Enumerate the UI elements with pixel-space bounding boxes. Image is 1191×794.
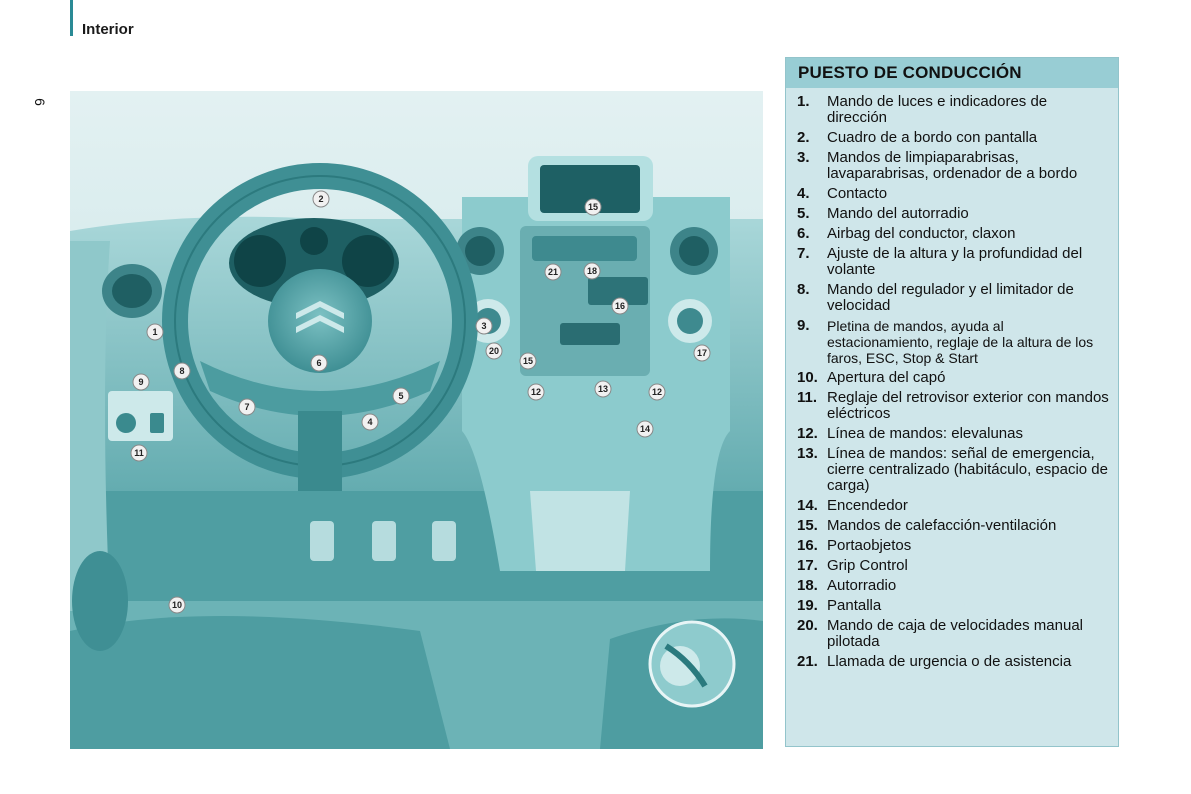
legend-item	[797, 618, 1110, 650]
callout-21	[545, 264, 561, 280]
callout-12-left	[528, 384, 544, 400]
legend-number: 13.	[797, 445, 818, 462]
legend-item	[797, 226, 1110, 242]
legend-item	[797, 518, 1110, 534]
legend-text: Mando del autorradio	[827, 205, 969, 222]
legend-panel	[785, 57, 1119, 747]
callout-7	[239, 399, 255, 415]
panel-title: PUESTO DE CONDUCCIÓN	[786, 58, 1118, 88]
callout-10	[169, 597, 185, 613]
legend-number: 12.	[797, 425, 818, 442]
legend-number: 21.	[797, 653, 818, 670]
svg-text:13: 13	[597, 384, 609, 394]
legend-list	[786, 94, 1118, 670]
legend-item	[797, 130, 1110, 146]
callout-9	[133, 374, 149, 390]
legend-number: 2.	[797, 129, 810, 146]
svg-text:18: 18	[586, 266, 598, 276]
legend-item	[797, 598, 1110, 614]
legend-text: Autorradio	[827, 577, 897, 594]
legend-item	[797, 150, 1110, 182]
legend-number: 11.	[797, 389, 818, 406]
legend-number: 5.	[797, 205, 810, 222]
legend-number: 15.	[797, 517, 818, 534]
legend-item	[797, 206, 1110, 222]
callout-12-right	[649, 384, 665, 400]
legend-number: 18.	[797, 577, 818, 594]
legend-text: Pantalla	[827, 597, 882, 614]
section-accent-bar	[70, 0, 73, 36]
legend-item	[797, 282, 1110, 314]
svg-text:1: 1	[152, 327, 158, 337]
callout-13	[595, 381, 611, 397]
callout-14	[637, 421, 653, 437]
legend-text: Encendedor	[827, 497, 908, 514]
callout-16	[612, 298, 628, 314]
dashboard-illustration	[70, 91, 763, 749]
callout-18	[584, 263, 600, 279]
legend-item	[797, 318, 1110, 366]
callout-2	[313, 191, 329, 207]
legend-item	[797, 246, 1110, 278]
legend-text: Grip Control	[827, 557, 908, 574]
svg-text:7: 7	[244, 402, 250, 412]
svg-text:11: 11	[134, 448, 144, 458]
legend-number: 17.	[797, 557, 818, 574]
legend-text: Mando del regulador y el limitador de velocidad	[827, 281, 1074, 314]
legend-text: Llamada de urgencia o de asistencia	[827, 653, 1072, 670]
legend-text: Mando de caja de velocidades manual pilotada	[827, 617, 1084, 650]
legend-item	[797, 446, 1110, 494]
legend-text: Airbag del conductor, claxon	[827, 225, 1016, 242]
legend-text: Reglaje del retrovisor exterior con mandos eléctricos	[827, 389, 1109, 422]
legend-number: 8.	[797, 281, 810, 298]
svg-text:16: 16	[614, 301, 626, 311]
svg-text:3: 3	[481, 321, 487, 331]
svg-text:20: 20	[488, 346, 500, 356]
legend-text: Línea de mandos: señal de emergencia, cierre centralizado (habitáculo, espacio de carga)	[827, 445, 1108, 494]
svg-text:9: 9	[138, 377, 144, 387]
callout-15-bottom	[520, 353, 536, 369]
callout-17	[694, 345, 710, 361]
callout-8	[174, 363, 190, 379]
callout-6	[311, 355, 327, 371]
svg-text:10: 10	[171, 600, 183, 610]
legend-text: Mandos de limpiaparabrisas, lavaparabrisas, ordenador de a bordo	[827, 149, 1078, 182]
legend-number: 9.	[797, 317, 810, 334]
svg-text:4: 4	[367, 417, 373, 427]
legend-text: Apertura del capó	[827, 369, 946, 386]
legend-text: Mando de luces e indicadores de dirección	[827, 93, 1048, 126]
legend-text: Pletina de mandos, ayuda al estacionamiento, reglaje de la altura de los faros, ESC, Stop & Start	[827, 318, 1094, 366]
legend-number: 3.	[797, 149, 810, 166]
svg-text:5: 5	[398, 391, 404, 401]
legend-text: Portaobjetos	[827, 537, 912, 554]
svg-text:2: 2	[318, 194, 324, 204]
legend-text: Línea de mandos: elevalunas	[827, 425, 1023, 442]
legend-item	[797, 538, 1110, 554]
legend-item	[797, 558, 1110, 574]
legend-item	[797, 94, 1110, 126]
page-number: 6	[31, 98, 48, 106]
svg-text:15: 15	[522, 356, 534, 366]
svg-text:6: 6	[316, 358, 322, 368]
legend-number: 1.	[797, 93, 810, 110]
legend-text: Cuadro de a bordo con pantalla	[827, 129, 1038, 146]
legend-number: 4.	[797, 185, 810, 202]
legend-text: Mandos de calefacción-ventilación	[827, 517, 1057, 534]
legend-number: 10.	[797, 369, 818, 386]
callout-15-top	[585, 199, 601, 215]
callout-1	[147, 324, 163, 340]
legend-number: 7.	[797, 245, 810, 262]
svg-text:15: 15	[587, 202, 599, 212]
callout-20	[486, 343, 502, 359]
svg-text:8: 8	[179, 366, 185, 376]
callout-3	[476, 318, 492, 334]
callout-5	[393, 388, 409, 404]
legend-item	[797, 578, 1110, 594]
legend-item	[797, 186, 1110, 202]
legend-number: 6.	[797, 225, 810, 242]
legend-item	[797, 370, 1110, 386]
svg-text:17: 17	[696, 348, 708, 358]
legend-item	[797, 654, 1110, 670]
svg-text:14: 14	[639, 424, 651, 434]
legend-number: 14.	[797, 497, 818, 514]
legend-number: 19.	[797, 597, 818, 614]
legend-text: Contacto	[827, 185, 888, 202]
svg-text:12: 12	[530, 387, 542, 397]
legend-item	[797, 498, 1110, 514]
svg-text:21: 21	[547, 267, 559, 277]
callout-4	[362, 414, 378, 430]
svg-text:12: 12	[651, 387, 663, 397]
legend-item	[797, 426, 1110, 442]
section-title: Interior	[82, 21, 134, 38]
legend-item	[797, 390, 1110, 422]
legend-text: Ajuste de la altura y la profundidad del volante	[827, 245, 1083, 278]
legend-number: 20.	[797, 617, 818, 634]
callout-11	[131, 445, 147, 461]
legend-number: 16.	[797, 537, 818, 554]
